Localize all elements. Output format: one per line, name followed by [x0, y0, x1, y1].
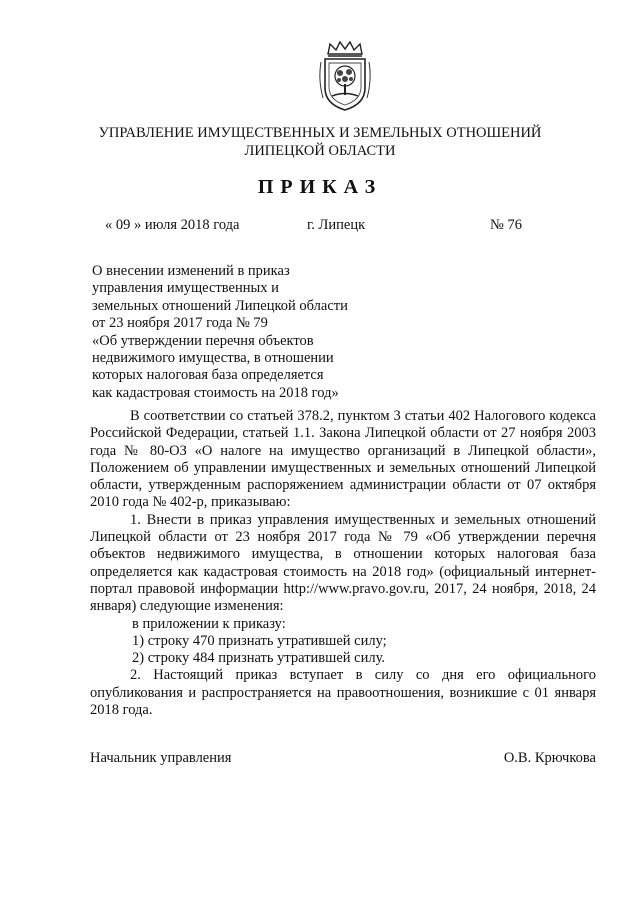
subject-line: от 23 ноября 2017 года № 79 — [92, 315, 268, 332]
body-paragraph-appendix: в приложении к приказу: — [132, 615, 286, 632]
order-number: № 76 — [490, 217, 522, 233]
subject-line: управления имущественных и — [92, 280, 279, 297]
body-paragraph-item-1: 1. Внести в приказ управления имущественных и земельных отношений Липецкой области от 23 ноября 2017 года № 79 «Об утверждении перечня объектов недвижимого имущества, в отношении которых налоговая база определяется как кадастровая стоимость на 2018 год» (официальный интернет-портал правовой информации http://www.pravo.gov.ru, 2017, 24 ноября, 2018, 24 января) следующие изменения: — [90, 511, 596, 615]
signature-name: О.В. Крючкова — [503, 750, 596, 766]
body-paragraph-item-2: 2. Настоящий приказ вступает в силу со дня его официального опубликования и распространяется на правоотношения, возникшие с 01 января 2018 года. — [90, 667, 596, 719]
organization-name-line2: ЛИПЕЦКОЙ ОБЛАСТИ — [244, 143, 396, 159]
body-paragraph-row-484: 2) строку 484 признать утратившей силу. — [132, 650, 385, 667]
order-body — [90, 408, 596, 719]
subject-line: как кадастровая стоимость на 2018 год» — [92, 384, 339, 401]
subject-line: «Об утверждении перечня объектов — [92, 332, 314, 349]
subject-line: недвижимого имущества, в отношении — [92, 350, 334, 367]
lipetsk-coat-of-arms-icon — [316, 40, 374, 112]
body-paragraph-preamble: В соответствии со статьей 378.2, пунктом 3 статьи 402 Налогового кодекса Российской Федерации, статьей 1.1. Закона Липецкой области от 27 ноября 2003 года № 80-ОЗ «О налоге на имущество организаций в Липецкой области», Положением об управлении имущественных и земельных отношений Липецкой области, утвержденным распоряжением администрации области от 07 октября 2010 года № 402-р, приказываю: — [90, 408, 596, 511]
signature-position: Начальник управления — [90, 750, 232, 766]
organization-name-line1: УПРАВЛЕНИЕ ИМУЩЕСТВЕННЫХ И ЗЕМЕЛЬНЫХ ОТНОШЕНИЙ — [98, 125, 542, 141]
subject-line: земельных отношений Липецкой области — [92, 297, 348, 314]
order-city: г. Липецк — [307, 217, 366, 233]
subject-line: О внесении изменений в приказ — [92, 263, 290, 279]
subject-line: которых налоговая база определяется — [92, 367, 324, 384]
body-paragraph-row-470: 1) строку 470 признать утратившей силу; — [132, 632, 387, 649]
document-title: ПРИКАЗ — [257, 176, 383, 198]
order-subject — [92, 263, 412, 402]
order-date: « 09 » июля 2018 года — [105, 217, 240, 233]
